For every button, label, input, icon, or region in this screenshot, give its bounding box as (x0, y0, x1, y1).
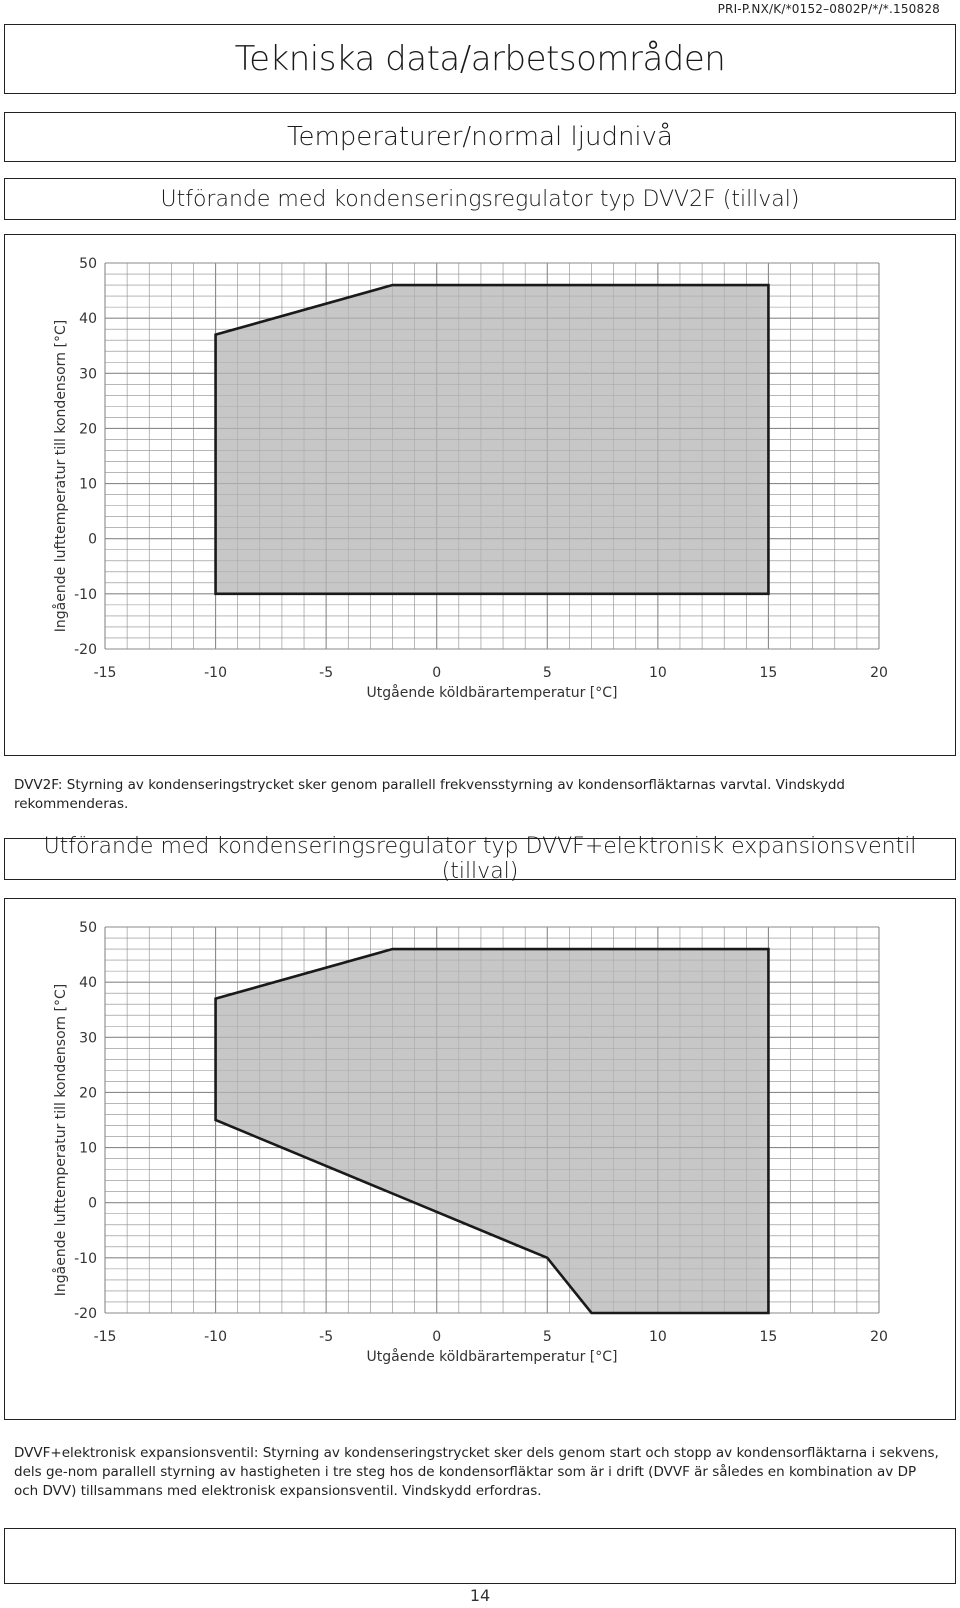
chart2-ytick-label: 20 (79, 1085, 97, 1102)
chart1-ytick-label: 50 (79, 256, 97, 272)
chart1-xtick-label: -5 (319, 665, 334, 681)
chart2-xtick-label: 15 (759, 1329, 778, 1345)
chart2-svg (5, 899, 955, 1419)
chart2-ytick-label: 40 (79, 975, 97, 992)
chart2-xtick-label: 20 (870, 1329, 888, 1345)
chart2-operating-area (216, 949, 769, 1313)
chart2-xtick-label: -5 (319, 1329, 334, 1345)
page-number: 14 (469, 1586, 491, 1605)
chart2-ytick-label: 30 (79, 1030, 97, 1047)
section2-heading: Utförande med kondenseringsregulator typ DVVF+elektronisk expansionsventil (tillval) (4, 838, 956, 880)
chart1-ytick-label: 0 (88, 531, 97, 548)
section2-note: DVVF+elektronisk expansionsventil: Styrning av kondenseringstrycket sker dels genom start och stopp av kondensorfläktarna i sekvens, dels ge-nom parallell styrning av hastigheten i tre steg hos de kondensorfläktar som är i drift (DVVF är således en kombination av DP och DVV) tillsammans med elektronisk expansionsventil. Vindskydd erfordras. (14, 1445, 939, 1499)
chart1-ytick-label: 40 (79, 311, 97, 328)
chart1-ytick-label: 30 (79, 366, 97, 383)
chart1-xtick-label: -10 (204, 665, 228, 681)
chart2-panel (4, 898, 956, 1420)
chart1-xtick-label: 0 (432, 665, 442, 681)
chart1-ytick-label: -10 (74, 586, 97, 603)
chart1-operating-area (216, 285, 769, 594)
chart1-xtick-label: 5 (542, 665, 552, 681)
chart2-ytick-label: 0 (88, 1195, 97, 1212)
chart1-ytick-label: 10 (79, 476, 97, 493)
chart2-xtick-label: -10 (204, 1329, 228, 1345)
section1-heading: Utförande med kondenseringsregulator typ DVV2F (tillval) (4, 178, 956, 220)
chart2-ytick-label: 10 (79, 1140, 97, 1157)
chart2-xtick-label: -15 (93, 1329, 117, 1345)
chart1-svg (5, 235, 955, 755)
chart2-xtick-label: 0 (432, 1329, 442, 1345)
chart1-xtick-label: -15 (93, 665, 117, 681)
chart2-xtick-label: 5 (542, 1329, 552, 1345)
chart2-ylabel: Ingående lufttemperatur till kondensorn [°C] (53, 983, 69, 1297)
chart1-xtick-label: 10 (648, 665, 667, 681)
document-reference: PRI-P.NX/K/*0152–0802P/*/*.150828 (717, 2, 940, 16)
chart2-ytick-label: -10 (74, 1250, 97, 1267)
chart2-ytick-label: 50 (79, 920, 97, 936)
chart2-ytick-label: -20 (74, 1306, 97, 1322)
chart2-xtick-label: 10 (648, 1329, 667, 1345)
chart1-xtick-label: 20 (870, 665, 888, 681)
section1-note: DVV2F: Styrning av kondenseringstrycket sker genom parallell frekvensstyrning av kondensorfläktarnas varvtal. Vindskydd rekommenderas. (14, 777, 845, 812)
footer-box (4, 1528, 956, 1584)
chart1-xlabel: Utgående köldbärartemperatur [°C] (366, 685, 618, 701)
chart1-panel (4, 234, 956, 756)
chart1-ylabel: Ingående lufttemperatur till kondensorn [°C] (53, 319, 69, 633)
chart1-ytick-label: -20 (74, 642, 97, 658)
page-subtitle: Temperaturer/normal ljudnivå (4, 112, 956, 162)
chart1-xtick-label: 15 (759, 665, 778, 681)
chart1-ytick-label: 20 (79, 421, 97, 438)
chart2-xlabel: Utgående köldbärartemperatur [°C] (366, 1349, 618, 1365)
page-title: Tekniska data/arbetsområden (4, 24, 956, 94)
